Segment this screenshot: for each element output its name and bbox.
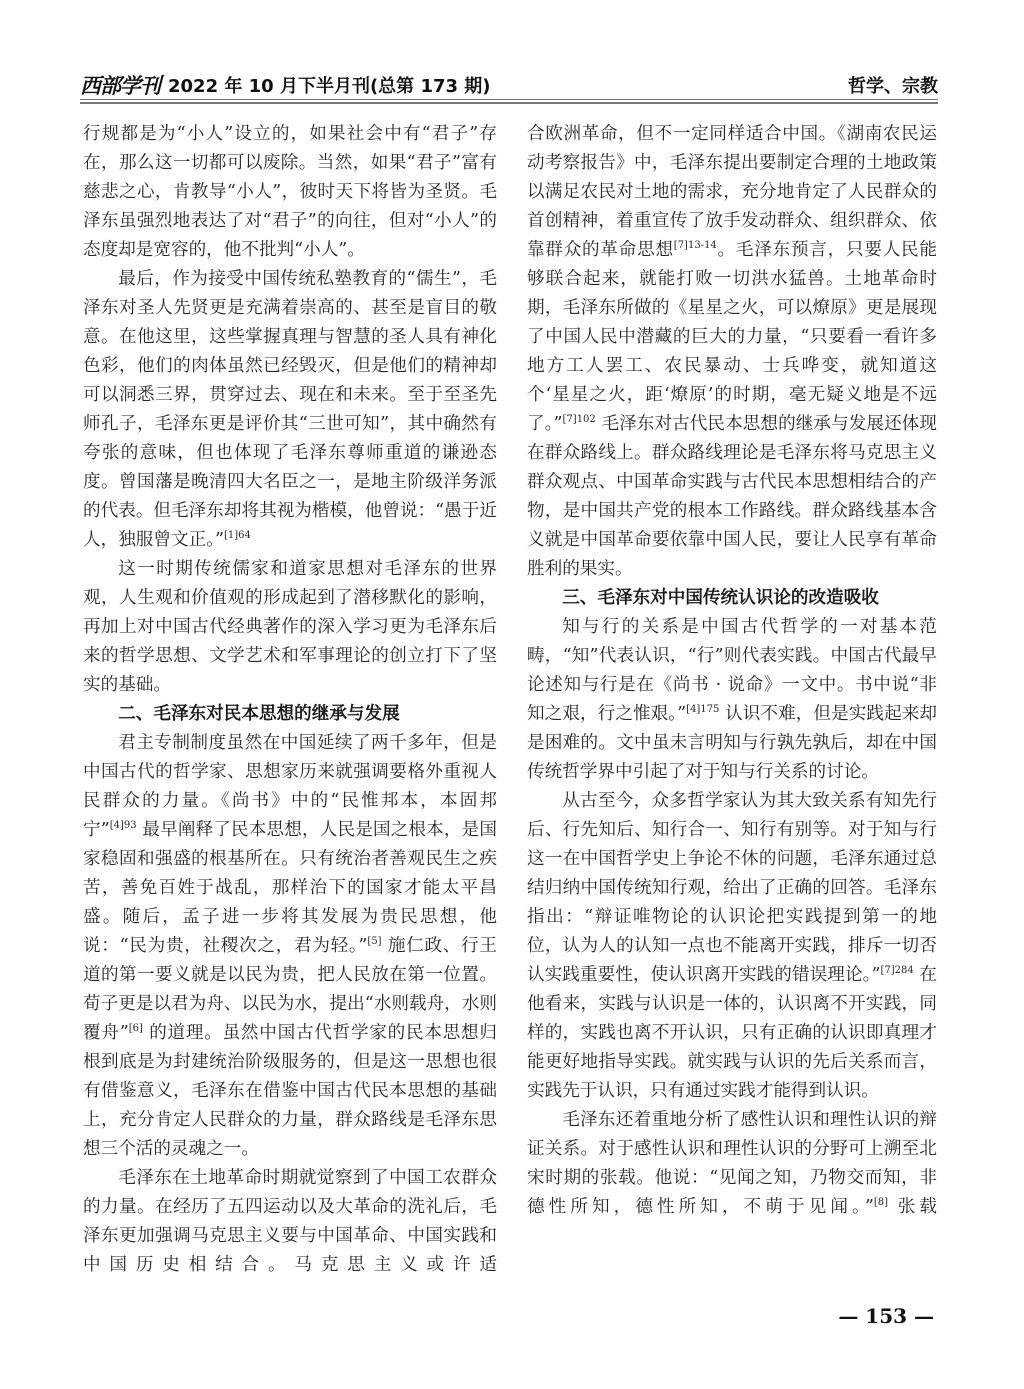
citation-marker: [8] <box>873 1197 889 1208</box>
paragraph-text: 张载 <box>888 1197 937 1217</box>
paragraph <box>527 787 937 1106</box>
paragraph-text: 毛泽东还着重地分析了感性认识和理性认识的辩证关系。对于感性认识和理性认识的分野可上溯至北宋时期的张载。他说：“见闻之知，乃物交而知，非德性所知，德性所知，不萌于见闻。” <box>527 1110 937 1217</box>
section-heading: 三、毛泽东对中国传统认识论的改造吸收 <box>562 588 879 608</box>
paragraph <box>83 120 497 265</box>
paragraph-text: 君主专制制度虽然在中国延续了两千多年，但是中国古代的哲学家、思想家历来就强调要格外重视人民群众的力量。《尚书》中的“民惟邦本，本固邦宁” <box>83 733 497 840</box>
paragraph-text: 最早阐释了民本思想，人民是国之根本，是国家稳固和强盛的根基所在。只有统治者善观民生之疾苦，善免百姓于战乱，那样治下的国家才能太平昌盛。随后，孟子进一步将其发展为贵民思想，他说：“民为贵，社稷次之，君为轻。” <box>83 820 497 956</box>
citation-marker: [6] <box>128 1023 143 1034</box>
paragraph-text: 最后，作为接受中国传统私塾教育的“儒生”，毛泽东对圣人先贤更是充满着崇高的、甚至是盲目的敬意。在他这里，这些掌握真理与智慧的圣人具有神化色彩，他们的肉体虽然已经毁灭，但是他们的精神却可以洞悉三界，贯穿过去、现在和未来。至于至圣先师孔子，毛泽东更是评价其“三世可知”，其中确然有夸张的意味，但也体现了毛泽东尊师重道的谦逊态度。曾国藩是晚清四大名臣之一，是地主阶级洋务派的代表。但毛泽东却将其视为楷模，他曾说：“愚于近人，独服曾文正。” <box>83 269 497 550</box>
header-rule-top <box>80 99 938 100</box>
paragraph-text: 毛泽东对古代民本思想的继承与发展还体现在群众路线上。群众路线理论是毛泽东将马克思主义群众观点、中国革命实践与古代民本思想相结合的产物，是中国共产党的根本工作路线。群众路线基本含义就是中国革命要依靠中国人民，要让人民享有革命胜利的果实。 <box>527 414 937 579</box>
section-heading: 二、毛泽东对民本思想的继承与发展 <box>118 704 400 724</box>
paragraph <box>527 1106 937 1222</box>
citation-marker: [7]284 <box>880 965 914 976</box>
paragraph-text: 知与行的关系是中国古代哲学的一对基本范畴，“知”代表认识，“行”则代表实践。中国古代最早论述知与行是在《尚书 · 说命》一文中。书中说“非知之艰，行之惟艰。” <box>527 617 937 724</box>
paragraph <box>83 265 497 555</box>
paragraph-text: 行规都是为“小人”设立的，如果社会中有“君子”存在，那么这一切都可以废除。当然，如果“君子”富有慈悲之心，肯教导“小人”，彼时天下将皆为圣贤。毛泽东虽强烈地表达了对“君子”的向往，但对“小人”的态度却是宽容的，他不批判“小人”。 <box>83 124 497 260</box>
citation-marker: [7]102 <box>562 414 596 425</box>
citation-marker: [1]64 <box>223 530 251 541</box>
paragraph <box>527 613 937 787</box>
citation-marker: [4]93 <box>109 820 137 831</box>
paragraph-text: 合欧洲革命，但不一定同样适合中国。《湖南农民运动考察报告》中，毛泽东提出要制定合理的土地政策以满足农民对土地的需求，充分地肯定了人民群众的首创精神，着重宣传了放手发动群众、组织群众、依靠群众的革命思想 <box>527 124 937 260</box>
paragraph-text: 这一时期传统儒家和道家思想对毛泽东的世界观，人生观和价值观的形成起到了潜移默化的影响，再加上对中国古代经典著作的深入学习更为毛泽东后来的哲学思想、文学艺术和军事理论的创立打下了坚实的基础。 <box>83 559 497 695</box>
issue-info: 2022 年 10 月下半月刊(总第 173 期) <box>168 76 491 97</box>
paragraph <box>527 120 937 584</box>
paragraph-text: 毛泽东在土地革命时期就觉察到了中国工农群众的力量。在经历了五四运动以及大革命的洗礼后，毛泽东更加强调马克思主义要与中国革命、中国实践和中国历史相结合。马克思主义或许适 <box>83 1168 497 1275</box>
section-title: 哲学、宗教 <box>848 76 938 97</box>
header-rule-bottom <box>80 102 938 104</box>
citation-marker: [4]175 <box>686 704 720 715</box>
paragraph-text: 在他看来，实践与认识是一体的，认识离不开实践，同样的，实践也离不开认识，只有正确的认识即真理才能更好地指导实践。就实践与认识的先后关系而言，实践先于认识，只有通过实践才能得到认识。 <box>527 965 938 1101</box>
paragraph-text: 施仁政、行王道的第一要义就是以民为贵，把人民放在第一位置。荀子更是以君为舟、以民为水，提出“水则载舟，水则覆舟” <box>83 936 497 1043</box>
citation-marker: [5] <box>367 936 382 947</box>
paragraph-text: 的道理。虽然中国古代哲学家的民本思想归根到底是为封建统治阶级服务的，但是这一思想也很有借鉴意义，毛泽东在借鉴中国古代民本思想的基础上，充分肯定人民群众的力量，群众路线是毛泽东思想三个活的灵魂之一。 <box>83 1023 497 1159</box>
left-column <box>83 120 497 1280</box>
journal-logo: 西部学刊 <box>80 73 160 98</box>
paragraph-text: 从古至今，众多哲学家认为其大致关系有知先行后、行先知后、知行合一、知行有别等。对于知与行这一在中国哲学史上争论不休的问题，毛泽东通过总结归纳中国传统知行观，给出了正确的回答。毛泽东指出：“辩证唯物论的认识论把实践提到第一的地位，认为人的认知一点也不能离开实践，排斥一切否认实践重要性，使认识离开实践的错误理论。” <box>527 791 937 985</box>
paragraph-text: 认识不难，但是实践起来却是困难的。文中虽未言明知与行孰先孰后，却在中国传统哲学界中引起了对于知与行关系的讨论。 <box>527 704 937 782</box>
paragraph <box>83 1164 497 1280</box>
running-header <box>80 70 938 96</box>
page-number: — 153 — <box>838 1304 934 1328</box>
right-column <box>527 120 937 1222</box>
paragraph <box>83 729 497 1164</box>
paragraph-text: 。毛泽东预言，只要人民能够联合起来，就能打败一切洪水猛兽。土地革命时期，毛泽东所做的《星星之火，可以燎原》更是展现了中国人民中潜藏的巨大的力量，“只要看一看许多地方工人罢工、农民暴动、士兵哗变，就知道这个‘星星之火，距‘燎原’的时期，毫无疑义地是不远了。” <box>527 240 937 434</box>
citation-marker: [7]13-14 <box>673 240 717 251</box>
paragraph <box>83 555 497 700</box>
